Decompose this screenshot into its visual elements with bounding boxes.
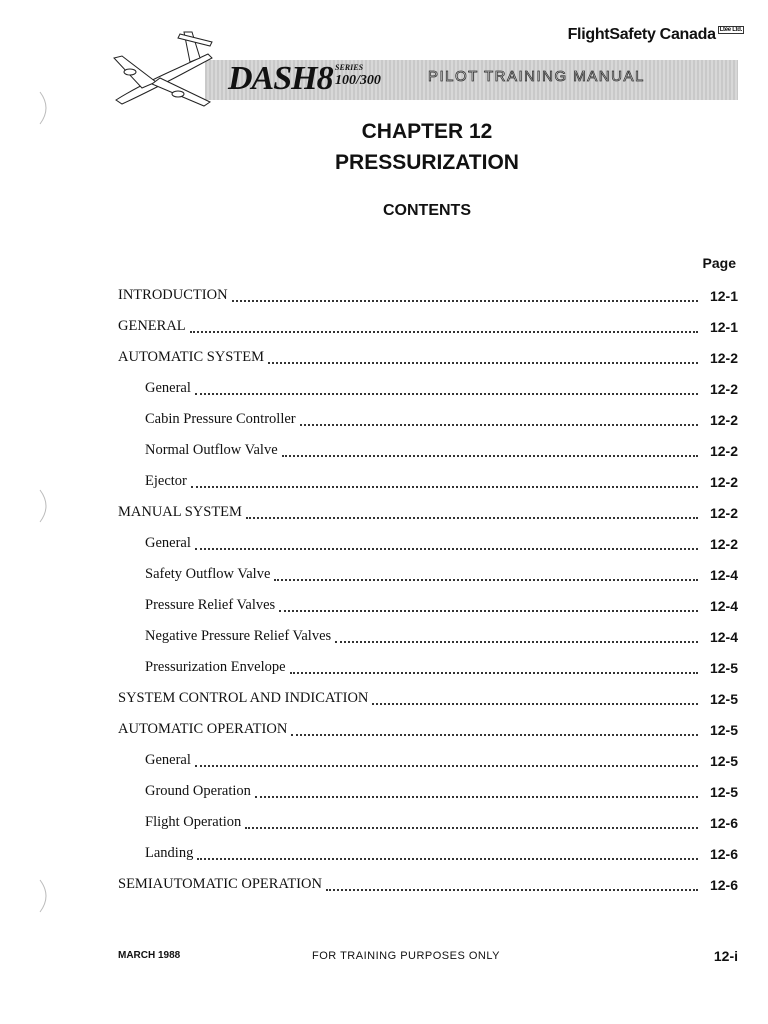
toc-dot-leader [195, 392, 698, 395]
brand-text: FlightSafety Canada [567, 26, 716, 43]
toc-entry[interactable] [118, 652, 738, 683]
toc-dot-leader [232, 299, 698, 302]
toc-entry-label: GENERAL [118, 318, 186, 334]
dash8-logo: DASH8 [228, 60, 333, 97]
toc-entry[interactable] [118, 497, 738, 528]
punch-hole-mark [30, 876, 50, 916]
toc-entry-label: Pressure Relief Valves [145, 597, 276, 613]
toc-dot-leader [255, 795, 698, 798]
toc-dot-leader [372, 702, 698, 705]
toc-dot-leader [291, 733, 698, 736]
toc-entry-label: General [145, 752, 191, 768]
toc-entry[interactable] [118, 342, 738, 373]
toc-dot-leader [190, 330, 698, 333]
toc-dot-leader [335, 640, 698, 643]
toc-entry[interactable] [118, 807, 738, 838]
toc-entry-page: 12-4 [709, 566, 738, 583]
toc-dot-leader [290, 671, 698, 674]
toc-entry-label: Cabin Pressure Controller [145, 411, 296, 427]
chapter-number: CHAPTER 12 [361, 120, 493, 143]
toc-dot-leader [282, 454, 698, 457]
toc-entry-label: Negative Pressure Relief Valves [145, 628, 332, 644]
toc-entry-label: SYSTEM CONTROL AND INDICATION [118, 690, 369, 706]
toc-entry[interactable] [118, 590, 738, 621]
toc-entry-label: MANUAL SYSTEM [118, 504, 242, 520]
toc-entry-label: Flight Operation [145, 814, 242, 830]
toc-entry-label: Ground Operation [145, 783, 251, 799]
toc-entry-label: General [145, 535, 191, 551]
toc-dot-leader [326, 888, 698, 891]
toc-entry[interactable] [118, 869, 738, 900]
contents-heading: CONTENTS [383, 202, 471, 219]
toc-entry[interactable] [118, 683, 738, 714]
footer-page-number: 12-i [713, 948, 738, 964]
toc-entry-page: 12-2 [709, 411, 738, 428]
toc-entry-page: 12-6 [709, 814, 738, 831]
toc-entry-label: AUTOMATIC SYSTEM [118, 349, 264, 365]
toc-dot-leader [195, 547, 698, 550]
toc-entry[interactable] [118, 435, 738, 466]
toc-entry-page: 12-5 [709, 752, 738, 769]
toc-entry-label: General [145, 380, 191, 396]
toc-entry-label: INTRODUCTION [118, 287, 228, 303]
toc-entry-label: Pressurization Envelope [145, 659, 286, 675]
toc-entry[interactable] [118, 373, 738, 404]
brand-ltd: Ltée Ltd. [719, 27, 742, 33]
toc-entry[interactable] [118, 280, 738, 311]
logo-models: 100/300 [335, 73, 381, 88]
chapter-title: PRESSURIZATION [335, 151, 519, 174]
toc-entry[interactable] [118, 714, 738, 745]
toc-dot-leader [245, 826, 698, 829]
toc-entry-page: 12-2 [709, 349, 738, 366]
toc-entry-label: AUTOMATIC OPERATION [118, 721, 288, 737]
toc-entry-label: Normal Outflow Valve [145, 442, 278, 458]
toc-entry-page: 12-2 [709, 380, 738, 397]
footer-notice: FOR TRAINING PURPOSES ONLY [312, 950, 501, 962]
toc-entry-label: SEMIAUTOMATIC OPERATION [118, 876, 322, 892]
toc-dot-leader [279, 609, 698, 612]
toc-entry[interactable] [118, 466, 738, 497]
toc-entry-page: 12-6 [709, 876, 738, 893]
toc-entry[interactable] [118, 776, 738, 807]
toc-entry-page: 12-2 [709, 442, 738, 459]
toc-dot-leader [274, 578, 698, 581]
manual-title: PILOT TRAINING MANUAL [428, 68, 645, 85]
toc-entry-page: 12-4 [709, 628, 738, 645]
toc-entry[interactable] [118, 621, 738, 652]
toc-dot-leader [246, 516, 698, 519]
page-column-header: Page [702, 255, 736, 271]
toc-dot-leader [191, 485, 698, 488]
toc-entry-page: 12-2 [709, 473, 738, 490]
toc-dot-leader [300, 423, 698, 426]
toc-entry-page: 12-6 [709, 845, 738, 862]
footer-date: MARCH 1988 [118, 950, 181, 961]
toc-entry[interactable] [118, 745, 738, 776]
toc-entry-page: 12-2 [709, 535, 738, 552]
toc-entry-page: 12-2 [709, 504, 738, 521]
toc-entry-page: 12-5 [709, 659, 738, 676]
toc-entry-label: Safety Outflow Valve [145, 566, 271, 582]
toc-entry-page: 12-5 [709, 783, 738, 800]
toc-entry-label: Ejector [145, 473, 187, 489]
toc-entry-page: 12-5 [709, 690, 738, 707]
airplane-icon [108, 28, 218, 108]
toc-entry-page: 12-5 [709, 721, 738, 738]
toc-dot-leader [268, 361, 698, 364]
toc-dot-leader [195, 764, 698, 767]
toc-entry-page: 12-1 [709, 287, 738, 304]
toc-entry-page: 12-1 [709, 318, 738, 335]
punch-hole-mark [30, 486, 50, 526]
toc-entry[interactable] [118, 404, 738, 435]
table-of-contents [118, 280, 738, 900]
logo-series: SERIES [335, 63, 364, 72]
toc-dot-leader [197, 857, 698, 860]
toc-entry[interactable] [118, 838, 738, 869]
toc-entry[interactable] [118, 311, 738, 342]
toc-entry-page: 12-4 [709, 597, 738, 614]
brand-name [568, 26, 744, 44]
toc-entry[interactable] [118, 559, 738, 590]
dash8-logo-models [335, 62, 381, 86]
toc-entry[interactable] [118, 528, 738, 559]
toc-entry-label: Landing [145, 845, 194, 861]
